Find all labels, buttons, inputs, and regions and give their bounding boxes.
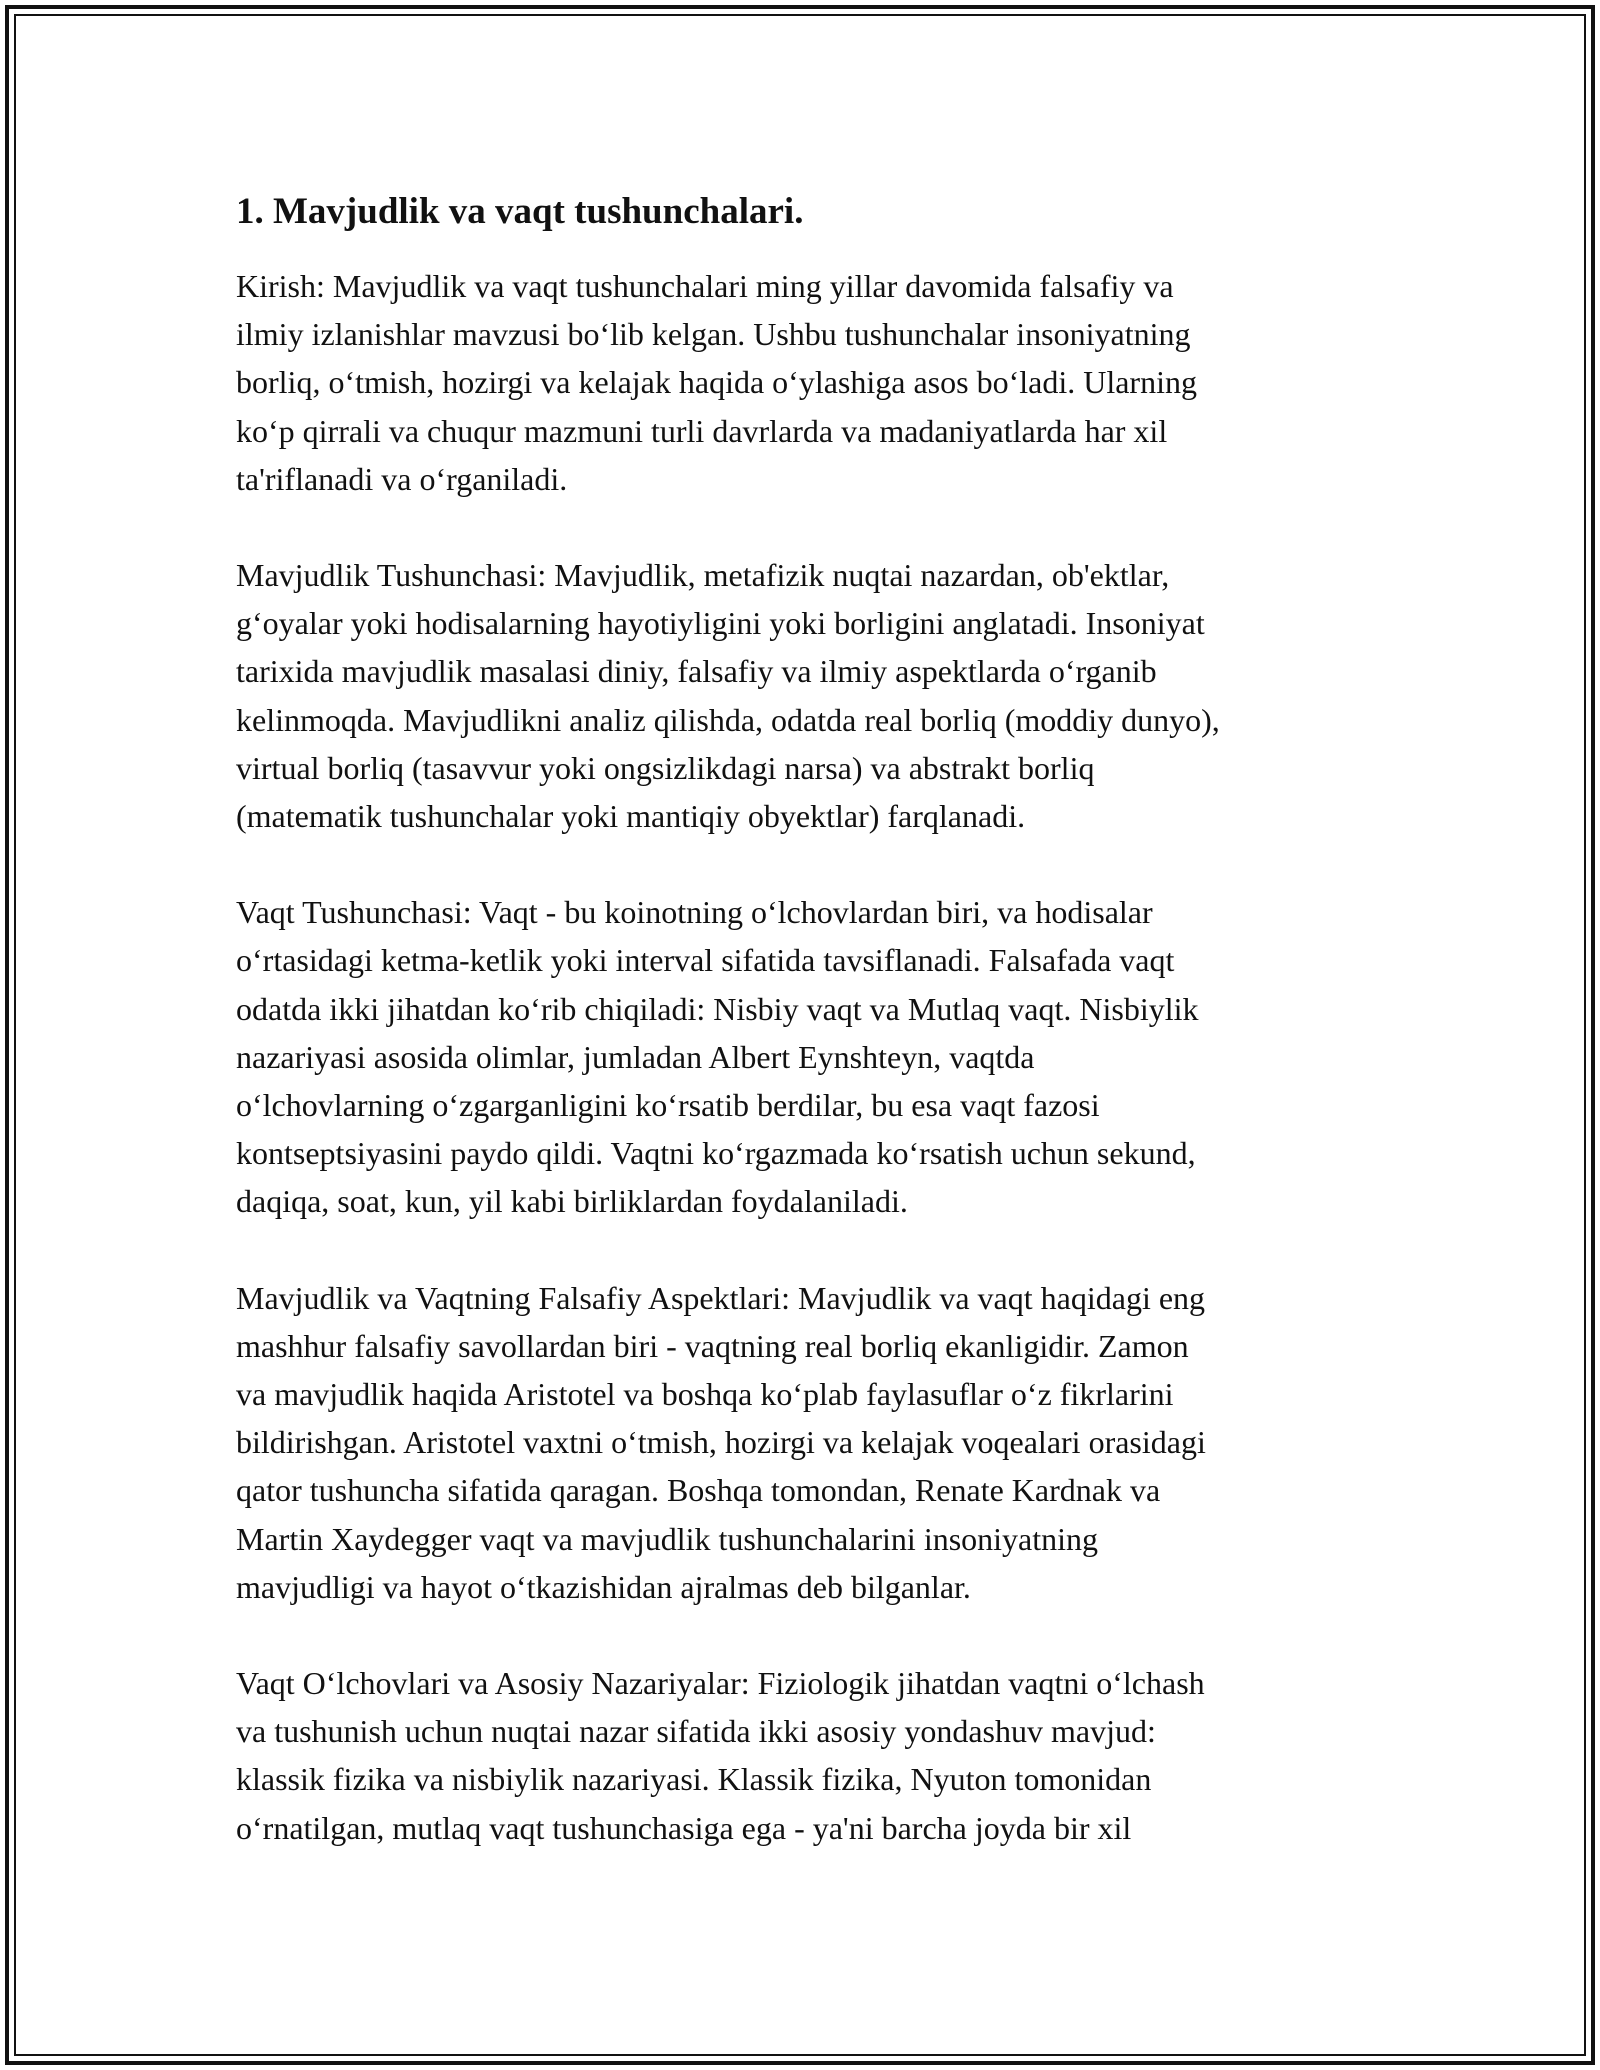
document-title: 1. Mavjudlik va vaqt tushunchalari. xyxy=(236,191,804,232)
paragraph-line: kontseptsiyasini paydo qildi. Vaqtni ko‘rgazmada ko‘rsatish uchun sekund, xyxy=(236,1135,1196,1172)
paragraph-line: va tushunish uchun nuqtai nazar sifatida ikki asosiy yondashuv mavjud: xyxy=(236,1713,1156,1750)
paragraph-line: Mavjudlik va Vaqtning Falsafiy Aspektlari: Mavjudlik va vaqt haqidagi eng xyxy=(236,1279,1206,1316)
paragraph-line: Vaqt Tushunchasi: Vaqt - bu koinotning o‘lchovlardan biri, va hodisalar xyxy=(236,894,1153,931)
paragraph-line: o‘rtasidagi ketma-ketlik yoki interval sifatida tavsiflanadi. Falsafada vaqt xyxy=(236,942,1175,979)
paragraph-line: bildirishgan. Aristotel vaxtni o‘tmish, hozirgi va kelajak voqealari orasidagi xyxy=(236,1424,1206,1461)
paragraph-vaqt-olchovlari xyxy=(236,1659,1386,1852)
paragraph-kirish xyxy=(236,262,1386,503)
paragraph-line: va mavjudlik haqida Aristotel va boshqa ko‘plab faylasuflar o‘z fikrlarini xyxy=(236,1376,1174,1413)
paragraph-line: klassik fizika va nisbiylik nazariyasi. Klassik fizika, Nyuton tomonidan xyxy=(236,1761,1152,1798)
paragraph-vaqt-tushunchasi xyxy=(236,888,1386,1225)
paragraph-line: o‘lchovlarning o‘zgarganligini ko‘rsatib berdilar, bu esa vaqt fazosi xyxy=(236,1087,1100,1124)
paragraph-line: nazariyasi asosida olimlar, jumladan Albert Eynshteyn, vaqtda xyxy=(236,1038,1035,1075)
paragraph-mavjudlik-tushunchasi xyxy=(236,551,1386,840)
paragraph-line: qator tushuncha sifatida qaragan. Boshqa tomondan, Renate Kardnak va xyxy=(236,1472,1161,1509)
paragraph-line: ko‘p qirrali va chuqur mazmuni turli davrlarda va madaniyatlarda har xil xyxy=(236,412,1168,449)
paragraph-line: odatda ikki jihatdan ko‘rib chiqiladi: Nisbiy vaqt va Mutlaq vaqt. Nisbiylik xyxy=(236,990,1199,1027)
paragraph-line: mavjudligi va hayot o‘tkazishidan ajralmas deb bilganlar. xyxy=(236,1568,971,1605)
paragraph-line: g‘oyalar yoki hodisalarning hayotiyligini yoki borligini anglatadi. Insoniyat xyxy=(236,605,1205,642)
paragraph-line: kelinmoqda. Mavjudlikni analiz qilishda, odatda real borliq (moddiy dunyo), xyxy=(236,701,1220,738)
paragraph-line: mashhur falsafiy savollardan biri - vaqtning real borliq ekanligidir. Zamon xyxy=(236,1327,1189,1364)
paragraph-line: virtual borliq (tasavvur yoki ongsizlikdagi narsa) va abstrakt borliq xyxy=(236,749,1095,786)
paragraph-line: Kirish: Mavjudlik va vaqt tushunchalari ming yillar davomida falsafiy va xyxy=(236,268,1174,304)
paragraph-line: ta'riflanadi va o‘rganiladi. xyxy=(236,460,568,497)
paragraph-falsafiy-aspektlar xyxy=(236,1274,1386,1611)
paragraph-line: tarixida mavjudlik masalasi diniy, falsafiy va ilmiy aspektlarda o‘rganib xyxy=(236,653,1157,690)
paragraph-line: ilmiy izlanishlar mavzusi bo‘lib kelgan. Ushbu tushunchalar insoniyatning xyxy=(236,316,1191,353)
paragraph-line: o‘rnatilgan, mutlaq vaqt tushunchasiga ega - ya'ni barcha joyda bir xil xyxy=(236,1809,1132,1846)
document-body xyxy=(236,188,1386,1900)
paragraph-line: Vaqt O‘lchovlari va Asosiy Nazariyalar: Fiziologik jihatdan vaqtni o‘lchash xyxy=(236,1665,1205,1702)
paragraph-line: Martin Xaydegger vaqt va mavjudlik tushunchalarini insoniyatning xyxy=(236,1520,1099,1557)
paragraph-line: (matematik tushunchalar yoki mantiqiy obyektlar) farqlanadi. xyxy=(236,798,1026,835)
paragraph-line: daqiqa, soat, kun, yil kabi birliklardan foydalaniladi. xyxy=(236,1183,908,1220)
paragraph-line: Mavjudlik Tushunchasi: Mavjudlik, metafizik nuqtai nazardan, ob'ektlar, xyxy=(236,557,1170,594)
paragraph-line: borliq, o‘tmish, hozirgi va kelajak haqida o‘ylashiga asos bo‘ladi. Ularning xyxy=(236,364,1197,401)
